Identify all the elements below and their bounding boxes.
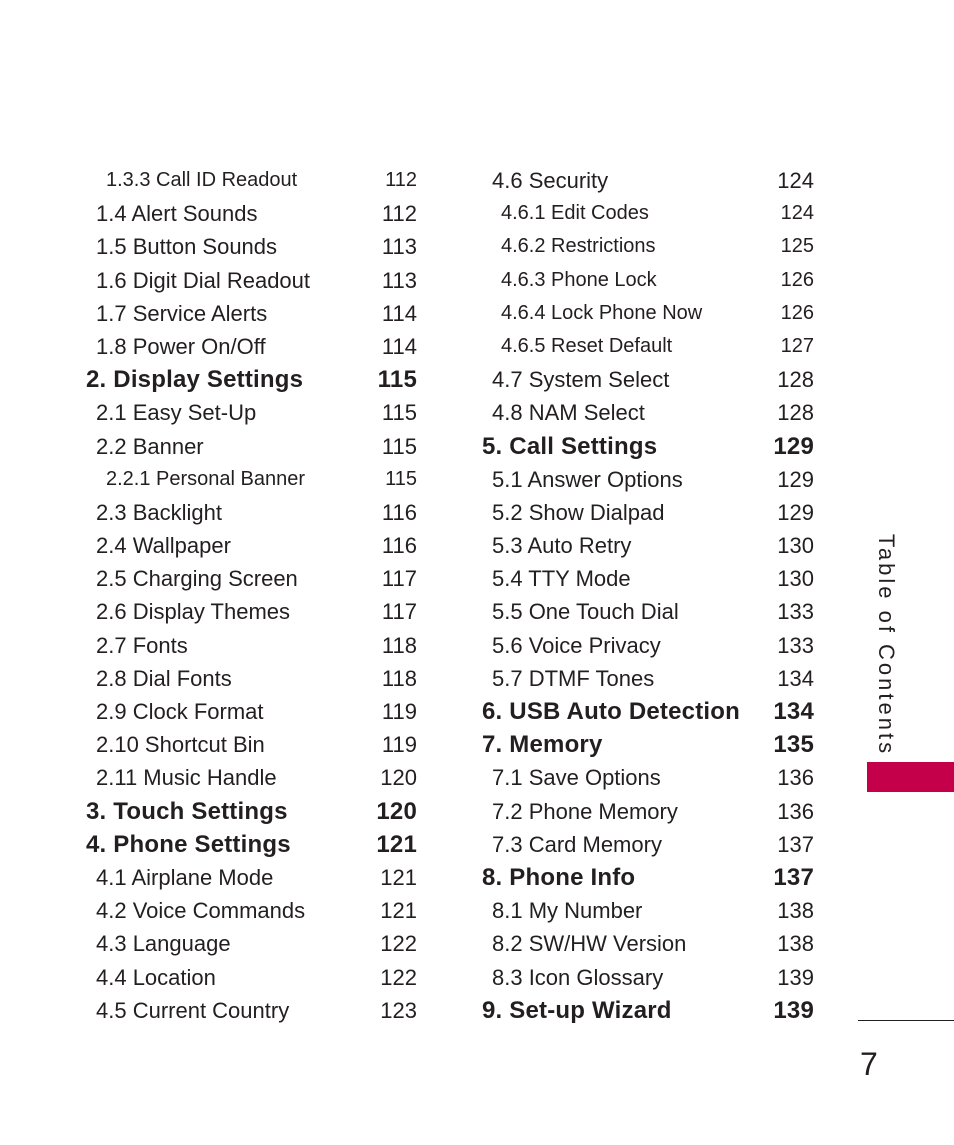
toc-entry-title: 1.7 Service Alerts	[96, 300, 268, 326]
toc-entry-title: 4.4 Location	[96, 964, 216, 990]
toc-entry[interactable]	[470, 562, 830, 595]
toc-section-entry[interactable]	[470, 861, 830, 894]
toc-entry-page-number: 130	[777, 566, 814, 592]
toc-entry[interactable]	[470, 330, 830, 363]
toc-entry-title: 2.3 Backlight	[96, 499, 222, 525]
toc-entry-title: 7. Memory	[482, 731, 603, 759]
toc-entry-page-number: 117	[381, 599, 417, 625]
toc-entry-title: 1.3.3 Call ID Readout	[106, 169, 298, 191]
toc-entry-page-number: 126	[780, 268, 814, 291]
toc-entry-page-number: 115	[385, 467, 417, 490]
toc-entry-title: 6. USB Auto Detection	[482, 698, 740, 725]
toc-entry-page-number: 133	[777, 632, 814, 658]
toc-entry-page-number: 128	[777, 400, 814, 426]
toc-entry-title: 2.5 Charging Screen	[96, 566, 298, 592]
page-number: 7	[860, 1046, 878, 1082]
toc-entry[interactable]	[470, 961, 830, 994]
toc-entry-page-number: 129	[773, 432, 814, 460]
toc-section-entry[interactable]	[470, 728, 830, 761]
toc-entry-title: 5.4 TTY Mode	[492, 566, 631, 592]
toc-entry-page-number: 124	[780, 202, 814, 225]
toc-entry-page-number: 136	[777, 798, 814, 824]
toc-entry-page-number: 118	[381, 632, 417, 658]
toc-entry[interactable]	[470, 629, 830, 662]
toc-entry-page-number: 137	[773, 863, 814, 891]
toc-entry[interactable]	[0, 264, 430, 297]
toc-entry[interactable]	[0, 297, 430, 330]
toc-entry-title: 5.6 Voice Privacy	[492, 632, 661, 658]
toc-entry[interactable]	[0, 861, 430, 894]
toc-entry-page-number: 139	[777, 964, 814, 990]
toc-entry-page-number: 121	[380, 898, 417, 924]
toc-entry-page-number: 119	[381, 699, 417, 724]
toc-entry-title: 2.7 Fonts	[96, 632, 188, 658]
toc-entry-page-number: 136	[777, 765, 814, 791]
toc-entry-page-number: 115	[381, 400, 417, 426]
toc-entry-page-number: 129	[777, 499, 814, 525]
toc-entry-title: 8.1 My Number	[492, 898, 643, 924]
toc-section-entry[interactable]	[470, 695, 830, 728]
toc-entry[interactable]	[0, 330, 430, 363]
toc-entry-page-number: 121	[376, 830, 417, 858]
toc-entry-title: 7.3 Card Memory	[492, 831, 662, 857]
toc-entry-page-number: 113	[381, 267, 417, 293]
toc-entry[interactable]	[0, 595, 430, 628]
toc-entry-title: 8. Phone Info	[482, 863, 636, 891]
toc-entry-title: 2. Display Settings	[86, 366, 304, 394]
toc-entry-page-number: 122	[380, 964, 417, 990]
toc-entry-title: 1.6 Digit Dial Readout	[96, 267, 311, 293]
toc-entry-title: 2.9 Clock Format	[96, 699, 264, 724]
toc-entry-page-number: 135	[773, 731, 814, 759]
toc-entry-page-number: 117	[381, 566, 417, 592]
toc-entry-title: 2.6 Display Themes	[96, 599, 291, 625]
toc-entry-page-number: 116	[381, 533, 417, 559]
toc-entry[interactable]	[0, 761, 430, 794]
toc-entry-title: 9. Set-up Wizard	[482, 996, 672, 1024]
toc-entry-title: 2.2 Banner	[96, 433, 204, 459]
toc-entry-title: 4.3 Language	[96, 931, 231, 957]
toc-entry[interactable]	[470, 595, 830, 628]
footer-rule	[858, 1020, 954, 1021]
toc-entry[interactable]	[470, 662, 830, 695]
toc-entry[interactable]	[0, 562, 430, 595]
toc-section-entry[interactable]	[0, 828, 430, 861]
toc-entry[interactable]	[470, 396, 830, 429]
toc-entry-title: 7.2 Phone Memory	[492, 798, 678, 824]
section-side-label: Table of Contents	[874, 533, 899, 757]
toc-entry-title: 1.4 Alert Sounds	[96, 201, 258, 227]
toc-entry-title: 4.6.2 Restrictions	[501, 235, 656, 258]
toc-entry-title: 2.10 Shortcut Bin	[96, 732, 265, 758]
toc-entry[interactable]	[0, 629, 430, 662]
toc-entry-page-number: 134	[773, 698, 814, 725]
toc-entry-page-number: 126	[780, 301, 814, 324]
toc-entry[interactable]	[470, 463, 830, 496]
toc-entry[interactable]	[0, 894, 430, 927]
toc-entry-title: 5.1 Answer Options	[492, 466, 683, 492]
toc-entry[interactable]	[470, 927, 830, 960]
toc-entry[interactable]	[470, 795, 830, 828]
toc-entry-title: 5.3 Auto Retry	[492, 533, 632, 559]
toc-entry-page-number: 128	[777, 367, 814, 393]
toc-entry[interactable]	[0, 529, 430, 562]
toc-entry-title: 8.2 SW/HW Version	[492, 931, 687, 957]
toc-entry-title: 4.6.4 Lock Phone Now	[501, 301, 703, 324]
toc-entry-page-number: 113	[381, 234, 417, 260]
section-tab-marker	[867, 762, 954, 792]
toc-entry-title: 1.8 Power On/Off	[96, 333, 266, 359]
toc-entry[interactable]	[0, 463, 430, 496]
toc-entry-title: 2.4 Wallpaper	[96, 533, 231, 559]
toc-entry-title: 4.2 Voice Commands	[96, 898, 306, 924]
toc-entry-page-number: 112	[381, 201, 417, 227]
toc-entry[interactable]	[0, 164, 430, 197]
toc-entry[interactable]	[0, 662, 430, 695]
toc-entry-title: 4.6 Security	[492, 168, 609, 193]
toc-entry[interactable]	[0, 197, 430, 230]
toc-entry-page-number: 121	[380, 864, 417, 890]
toc-entry-title: 2.8 Dial Fonts	[96, 665, 232, 691]
toc-entry[interactable]	[0, 994, 430, 1027]
toc-entry-page-number: 115	[377, 366, 417, 394]
toc-entry-page-number: 114	[381, 300, 417, 326]
toc-entry-page-number: 120	[380, 765, 417, 791]
toc-entry[interactable]	[470, 297, 830, 330]
toc-entry-title: 1.5 Button Sounds	[96, 234, 278, 260]
toc-entry[interactable]	[470, 164, 830, 197]
toc-entry-page-number: 139	[773, 996, 814, 1024]
toc-entry[interactable]	[470, 363, 830, 396]
toc-entry-title: 4.6.5 Reset Default	[501, 334, 673, 357]
toc-column-right	[470, 164, 830, 1027]
toc-entry-title: 5. Call Settings	[482, 432, 658, 460]
toc-entry[interactable]	[0, 961, 430, 994]
toc-entry[interactable]	[470, 761, 830, 794]
toc-entry-title: 4.8 NAM Select	[492, 400, 645, 426]
toc-entry-page-number: 120	[376, 797, 417, 825]
toc-section-entry[interactable]	[470, 994, 830, 1027]
toc-entry-page-number: 114	[381, 333, 417, 359]
toc-entry-page-number: 134	[777, 665, 814, 691]
toc-entry-page-number: 124	[777, 168, 814, 193]
toc-entry-title: 5.5 One Touch Dial	[492, 599, 679, 625]
toc-entry[interactable]	[470, 529, 830, 562]
toc-entry-title: 8.3 Icon Glossary	[492, 964, 664, 990]
toc-entry-title: 5.2 Show Dialpad	[492, 499, 665, 525]
toc-entry-page-number: 138	[777, 931, 814, 957]
toc-entry-title: 4. Phone Settings	[86, 830, 291, 858]
toc-entry[interactable]	[470, 197, 830, 230]
toc-entry-title: 4.1 Airplane Mode	[96, 864, 274, 890]
toc-entry-page-number: 123	[380, 997, 417, 1023]
toc-entry[interactable]	[0, 695, 430, 728]
toc-entry[interactable]	[0, 728, 430, 761]
toc-entry[interactable]	[470, 264, 830, 297]
toc-entry-title: 7.1 Save Options	[492, 765, 661, 791]
toc-entry-title: 5.7 DTMF Tones	[492, 665, 655, 691]
toc-entry-page-number: 118	[381, 665, 417, 691]
toc-entry-title: 2.11 Music Handle	[96, 765, 277, 791]
toc-entry-title: 4.7 System Select	[492, 367, 670, 393]
toc-entry-page-number: 116	[381, 499, 417, 525]
toc-entry[interactable]	[0, 496, 430, 529]
toc-entry-page-number: 137	[777, 831, 814, 857]
toc-entry-title: 2.1 Easy Set-Up	[96, 400, 257, 426]
toc-entry-title: 2.2.1 Personal Banner	[106, 467, 306, 490]
toc-entry[interactable]	[0, 396, 430, 429]
toc-entry-title: 4.6.3 Phone Lock	[501, 268, 657, 291]
toc-entry[interactable]	[470, 496, 830, 529]
toc-entry[interactable]	[470, 894, 830, 927]
toc-section-entry[interactable]	[470, 430, 830, 463]
toc-entry-page-number: 133	[777, 599, 814, 625]
toc-entry-page-number: 138	[777, 898, 814, 924]
toc-entry-page-number: 125	[780, 235, 814, 258]
toc-entry-page-number: 112	[385, 169, 417, 191]
toc-entry-page-number: 122	[380, 931, 417, 957]
toc-entry-page-number: 130	[777, 533, 814, 559]
toc-entry-page-number: 127	[780, 334, 814, 357]
toc-entry[interactable]	[0, 430, 430, 463]
toc-entry-page-number: 119	[381, 732, 417, 758]
toc-entry[interactable]	[0, 927, 430, 960]
toc-entry-title: 3. Touch Settings	[86, 797, 288, 825]
toc-column-left	[0, 164, 430, 1027]
toc-section-entry[interactable]	[0, 795, 430, 828]
toc-entry-page-number: 129	[777, 466, 814, 492]
toc-entry-title: 4.6.1 Edit Codes	[501, 202, 649, 225]
toc-entry[interactable]	[470, 828, 830, 861]
toc-entry[interactable]	[0, 230, 430, 263]
toc-entry-page-number: 115	[381, 433, 417, 459]
toc-entry-title: 4.5 Current Country	[96, 997, 290, 1023]
toc-entry[interactable]	[470, 230, 830, 263]
toc-section-entry[interactable]	[0, 363, 430, 396]
